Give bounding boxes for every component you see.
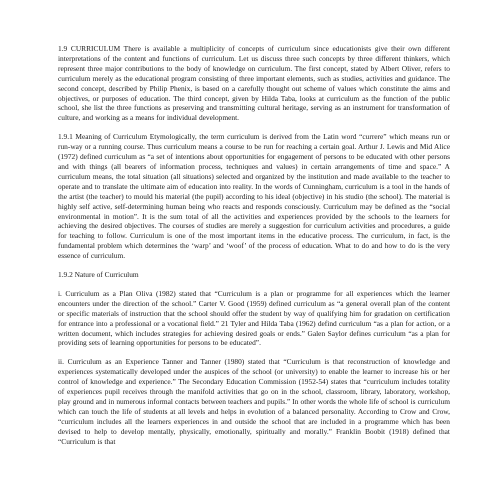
document-page [58, 44, 450, 456]
paragraph-meaning-of-curriculum: 1.9.1 Meaning of Curriculum Etymologically, the term curriculum is derived from the Latin word “currere” which means run or run-way or a running course. Thus curriculum means a course to be run for reaching a certain goal. Arthur J. Lewis and Mid Alice (1972) defined curriculum as “a set of intentions about opportunities for engagement of persons to be educated with other persons and with things (all bearers of information process, techniques and values) in certain arrangements of time and space.” A curriculum means, the total situation (all situations) selected and organized by the institution and made available to the teacher to operate and to translate the ultimate aim of education into reality. In the words of Cunningham, curriculum is a tool in the hands of the artist (the teacher) to mould his material (the pupil) according to his ideal (objective) in his studio (the school). The material is highly self active, self-determining human being who reacts and responds consciously. Curriculum may be defined as the “social environmental in motion”. It is the sum total of all the activities and experiences provided by the schools to the learners for achieving the desired objectives. The courses of studies are merely a suggestion for curriculum activities and procedures, a guide for teaching to follow. Curriculum is one of the most important items in the educative process. The curriculum, in fact, is the fundamental problem which determines the ‘warp’ and ‘woof’ of the process of education. What to do and how to do is the very essence of curriculum. [58, 132, 450, 261]
section-heading-nature: 1.9.2 Nature of Curriculum [58, 270, 139, 280]
paragraph-curriculum-as-experience: ii. Curriculum as an Experience Tanner and Tanner (1980) stated that “Curriculum is that reconstruction of knowledge and experiences systematically developed under the auspices of the school (or university) to enable the learner to increase his or her control of knowledge and experience.” The Secondary Education Commission (1952-54) states that “curriculum includes totality of experiences pupil receives through the manifold activities that go on in the school, classroom, library, laboratory, workshop, play ground and in numerous informal contacts between teachers and pupils.” In other words the whole life of school is curriculum which can touch the life of students at all levels and helps in evolution of a balanced personality. According to Crow and Crow, “curriculum includes all the learners experiences in and outside the school that are included in a programme which has been devised to help to develop mentally, physically, emotionally, spiritually and morally.” Franklin Boobit (1918) defined that “Curriculum is that [58, 357, 450, 446]
paragraph-curriculum-intro: 1.9 CURRICULUM There is available a multiplicity of concepts of curriculum since educationists give their own different interpretations of the content and functions of curriculum. Let us discuss three such concepts by three different thinkers, which represent three major contributions to the body of knowledge on curriculum. The first concept, stated by Albert Oliver, refers to curriculum merely as the educational program consisting of three important elements, such as studies, activities and guidance. The second concept, described by Philip Phenix, is based on a carefully thought out scheme of values which constitute the aims and objectives, or purposes of education. The third concept, given by Hilda Taba, looks at curriculum as the function of the public school, she list the three functions as preserving and transmitting cultural heritage, serving as an instrument for transformation of culture, and working as a means for individual development. [58, 44, 450, 123]
paragraph-curriculum-as-plan: i. Curriculum as a Plan Oliva (1982) stated that “Curriculum is a plan or programme for all experiences which the learner encounters under the direction of the school.” Carter V. Good (1959) defined curriculum as “a general overall plan of the content or specific materials of instruction that the school should offer the student by way of qualifying him for gradation on certification for entrance into a professional or a vocational field.” 21 Tyler and Hilda Taba (1962) defind curriculum “as a plan for action, or a written document, which includes strategies for achieving desired goals or ends.” Galen Saylor defines curriculum “as a plan for providing sets of learning opportunities for persons to be educated”. [58, 288, 450, 348]
